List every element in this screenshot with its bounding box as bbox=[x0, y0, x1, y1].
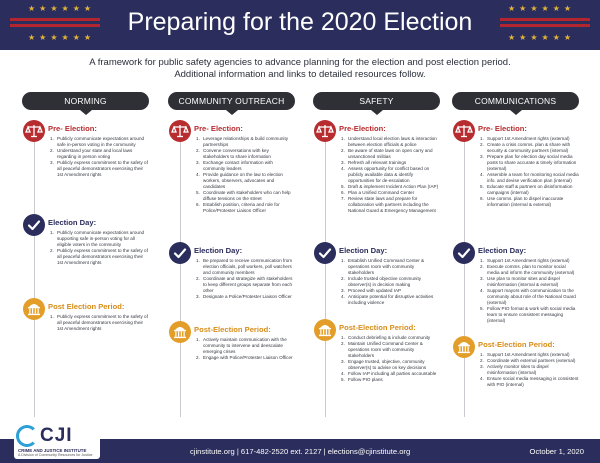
list-item: Publicly express commitment to the safety of all peaceful demonstrators exercising their 1st Amendment rights bbox=[57, 314, 148, 331]
logo-name: CRIME AND JUSTICE INSTITUTE bbox=[18, 448, 87, 453]
list-item: Create a crisis comms. plan & share with security & community partners (internal) bbox=[487, 142, 571, 153]
list-item: Be aware of state laws on open carry and unsanctioned militias bbox=[348, 148, 433, 159]
timeline-line bbox=[325, 120, 326, 417]
list-item: Assess opportunity for conflict based on publicly available data & identify opportunities for de-escalation bbox=[348, 166, 430, 183]
list-item: Plan a Unified Command Center bbox=[348, 190, 415, 195]
list-item: Anticipate potential for disruptive activities including violence bbox=[348, 294, 434, 305]
timeline-line bbox=[34, 120, 35, 417]
phase-title: Election Day: bbox=[48, 218, 97, 227]
list-item: Maintain Unified Command Center & operations room with community stakeholders bbox=[348, 341, 423, 358]
cji-logo bbox=[14, 422, 100, 459]
column-heading: COMMUNICATIONS bbox=[452, 92, 579, 110]
list-item: Educate staff & partners on disinformation campaigns (internal) bbox=[487, 184, 573, 195]
list-item: Use plan to monitor sites and dispel misinformation (internal & external) bbox=[487, 276, 560, 287]
phase-title: Post Election Period: bbox=[48, 302, 125, 311]
column-community-outreach bbox=[168, 92, 295, 417]
stars-left-bottom: ★★★★★★ bbox=[28, 33, 96, 42]
list-item: Execute comms. plan to monitor social media and inform the community (external) bbox=[487, 264, 575, 275]
phase-title: Pre- Election: bbox=[48, 124, 97, 133]
column-norming bbox=[22, 92, 149, 417]
list-item: Follow PIO format & work with social media team to ensure consistent messaging (internal) bbox=[487, 306, 576, 323]
list-item: Use comms. plan to dispel inaccurate information (internal & external) bbox=[487, 196, 564, 207]
column-heading: SAFETY bbox=[313, 92, 440, 110]
checkmark-icon bbox=[314, 242, 336, 264]
stars-right: ★★★★★★ bbox=[508, 4, 576, 13]
phase-title: Pre- Election: bbox=[194, 124, 243, 133]
list-item: Coordinate and strategize with stakeholders to keep different groups separate from each other bbox=[203, 276, 293, 293]
stars-right-bottom: ★★★★★★ bbox=[508, 33, 576, 42]
list-item: Draft & implement Incident Action Plan (IAP) bbox=[348, 184, 439, 189]
phase-title: Pre- Election: bbox=[478, 124, 527, 133]
header-band bbox=[0, 0, 600, 50]
list-item: Designate a Police/Protester Liaison Officer bbox=[203, 294, 292, 299]
list-item: Ensure social media messaging is consistent with PIO (internal) bbox=[487, 376, 579, 387]
phase-item-list bbox=[480, 352, 579, 388]
list-item: Include trusted objective community observer(s) in decision making bbox=[348, 276, 422, 287]
footer-contact[interactable]: cjinstitute.org | 617-482-2520 ext. 2127 | elections@cjinstitute.org bbox=[190, 447, 411, 456]
stars-left: ★★★★★★ bbox=[28, 4, 96, 13]
list-item: Engage with Police/Protester Liaison Officer bbox=[203, 355, 293, 360]
list-item: Publicly express commitment to the safety of all peaceful demonstrators exercising their 1st Amendment rights bbox=[57, 248, 148, 265]
phase-title: Post-Election Period: bbox=[478, 340, 555, 349]
phase-title: Election Day: bbox=[339, 246, 388, 255]
column-safety bbox=[313, 92, 440, 417]
list-item: Follow IAP including all parties accountable bbox=[348, 371, 437, 376]
checkmark-icon bbox=[23, 214, 45, 236]
list-item: Coordinate with external partners (external) bbox=[487, 358, 576, 363]
phase-title: Election Day: bbox=[194, 246, 243, 255]
list-item: Actively monitor sites to dispel misinformation (internal) bbox=[487, 364, 549, 375]
scales-icon bbox=[23, 120, 45, 142]
list-item: Provide guidance on the law to election workers, observers, advocates and candidates bbox=[203, 172, 283, 189]
logo-mark-icon bbox=[16, 425, 38, 447]
list-item: Coordinate with stakeholders who can help diffuse tensions on the street bbox=[203, 190, 291, 201]
scales-icon bbox=[453, 120, 475, 142]
list-item: Support 1st Amendment rights (external) bbox=[487, 136, 570, 141]
intro-text bbox=[50, 57, 550, 81]
phase-item-list bbox=[196, 136, 295, 214]
footer-date: October 1, 2020 bbox=[529, 447, 584, 456]
intro-line-1: A framework for public safety agencies to advance planning for the election and post election period. bbox=[89, 57, 511, 68]
capitol-icon bbox=[169, 321, 191, 343]
list-item: Actively maintain communication with the community to intervene and deescalate emerging crises bbox=[203, 337, 287, 354]
list-item: Be prepared to receive communication from election officials, poll workers, poll watchers and community members bbox=[203, 258, 293, 275]
logo-subtitle: A Division of Community Resources for Justice bbox=[18, 453, 93, 457]
list-item: Refresh all relevant trainings bbox=[348, 160, 407, 165]
column-heading: COMMUNITY OUTREACH bbox=[168, 92, 295, 110]
list-item: Assemble a team for monitoring social media info. and devise verification plan (internal) bbox=[487, 172, 579, 183]
list-item: Follow PIO plans bbox=[348, 377, 383, 382]
list-item: Establish Unified Command Center & operations room with community stakeholders bbox=[348, 258, 425, 275]
capitol-icon bbox=[23, 298, 45, 320]
phase-item-list bbox=[50, 136, 149, 178]
phase-item-list bbox=[341, 136, 440, 214]
list-item: Prepare plan for election day social media posts to share accurate & timely information (external) bbox=[487, 154, 577, 171]
phase-item-list bbox=[50, 314, 149, 332]
phase-title: Election Day: bbox=[478, 246, 527, 255]
logo-letters: CJI bbox=[40, 425, 73, 446]
list-item: Engage trusted, objective, community observer(s) to advise on key decisions bbox=[348, 359, 427, 370]
list-item: Proceed with updated IAP bbox=[348, 288, 402, 293]
list-item: Establish position, criteria and role for Police/Protester Liaison Officer bbox=[203, 202, 280, 213]
list-item: Support 1st Amendment rights (external) bbox=[487, 352, 570, 357]
column-heading: NORMING bbox=[22, 92, 149, 110]
phase-title: Pre-Election: bbox=[339, 124, 386, 133]
phase-item-list bbox=[196, 258, 295, 300]
list-item: Publicly communicate expectations around supporting safe in-person voting for all eligible voters in the community bbox=[57, 230, 145, 247]
list-item: Convene conversations with key stakeholders to share information bbox=[203, 148, 271, 159]
list-item: Understand your state and local laws regarding in person voting bbox=[57, 148, 133, 159]
scales-icon bbox=[169, 120, 191, 142]
phase-title: Post-Election Period: bbox=[194, 325, 271, 334]
phase-item-list bbox=[341, 335, 440, 383]
list-item: Publicly communicate expectations around safe in-person voting in the community bbox=[57, 136, 145, 147]
timeline-line bbox=[180, 120, 181, 417]
list-item: Conduct debriefing & include community bbox=[348, 335, 431, 340]
list-item: Publicly express commitment to the safety of all peaceful demonstrators exercising their 1st Amendment rights bbox=[57, 160, 148, 177]
checkmark-icon bbox=[169, 242, 191, 264]
phase-item-list bbox=[480, 258, 579, 324]
list-item: Review state laws and prepare for collaboration with partners including the National Guard & Emergency Management bbox=[348, 196, 436, 213]
list-item: Support mayors with communication to the community about role of the National Guard (external) bbox=[487, 288, 576, 305]
phase-title: Post-Election Period: bbox=[339, 323, 416, 332]
capitol-icon bbox=[314, 319, 336, 341]
phase-item-list bbox=[480, 136, 579, 208]
capitol-icon bbox=[453, 336, 475, 358]
scales-icon bbox=[314, 120, 336, 142]
timeline-line bbox=[464, 120, 465, 417]
intro-line-2: Additional information and links to detailed resources follow. bbox=[174, 69, 426, 80]
list-item: Support 1st Amendment rights (external) bbox=[487, 258, 570, 263]
column-communications bbox=[452, 92, 579, 417]
list-item: Leverage relationships & build community partnerships bbox=[203, 136, 289, 147]
list-item: Understand local election laws & interaction between election officials & police bbox=[348, 136, 437, 147]
phase-item-list bbox=[50, 230, 149, 266]
checkmark-icon bbox=[453, 242, 475, 264]
phase-item-list bbox=[341, 258, 440, 306]
page-title: Preparing for the 2020 Election bbox=[127, 8, 473, 36]
list-item: Exchange contact information with community leaders bbox=[203, 160, 273, 171]
phase-item-list bbox=[196, 337, 295, 361]
